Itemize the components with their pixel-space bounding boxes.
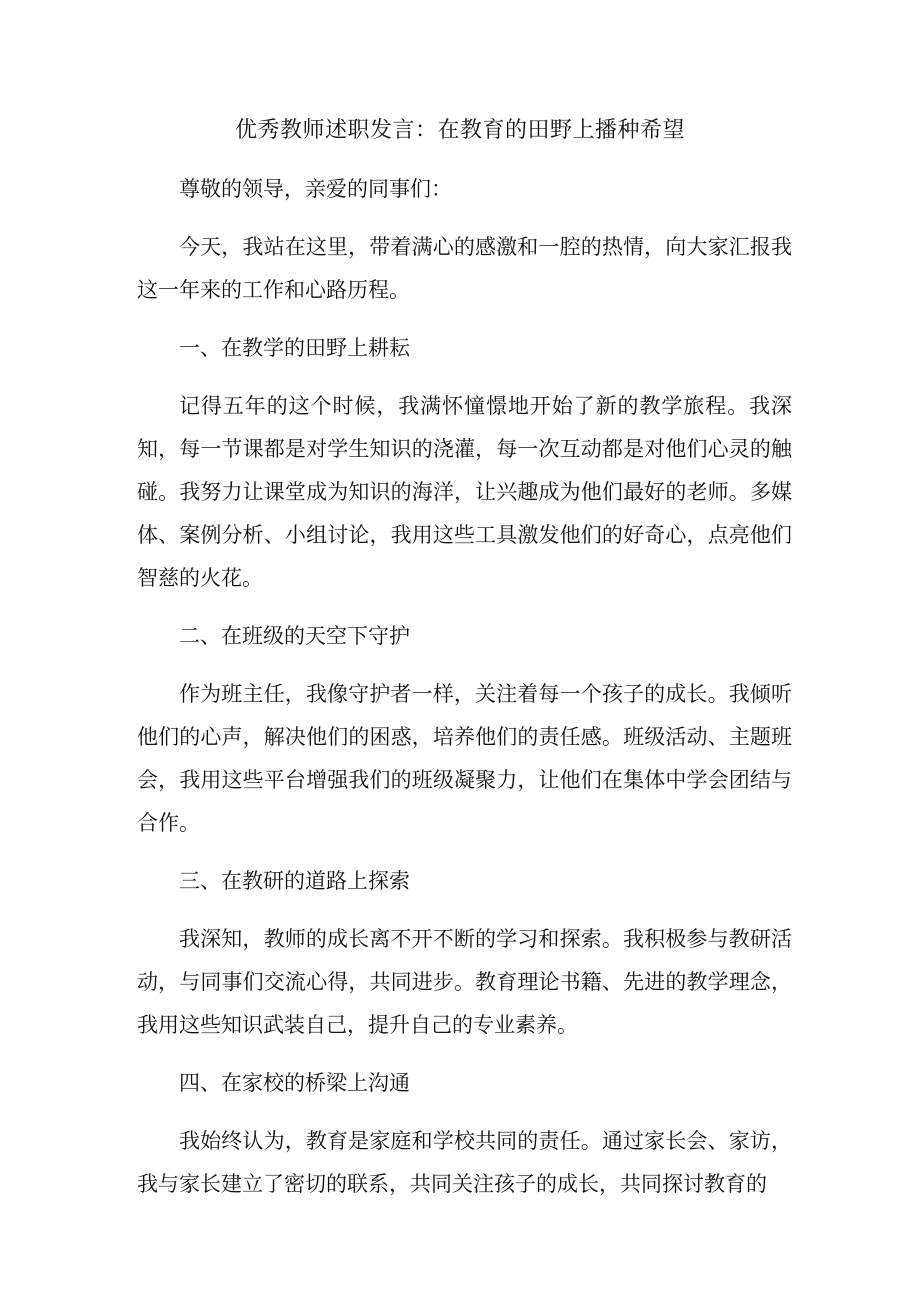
- section-heading-1: 一、在教学的田野上耕耘: [179, 336, 410, 360]
- intro-paragraph: 今天，我站在这里，带着满心的感激和一腔的热情，向大家汇报我这一年来的工作和心路历程。: [137, 235, 792, 302]
- document-body: [137, 168, 792, 1206]
- section-paragraph-1: 记得五年的这个时候，我满怀憧憬地开始了新的教学旅程。我深知，每一节课都是对学生知识的浇灌，每一次互动都是对他们心灵的触碰。我努力让课堂成为知识的海洋，让兴趣成为他们最好的老师。多媒体、案例分析、小组讨论，我用这些工具激发他们的好奇心，点亮他们智慈的火花。: [137, 394, 792, 590]
- salutation: 尊敬的领导，亲爱的同事们：: [179, 177, 452, 201]
- document-title: 优秀教师述职发言：在教育的田野上播种希望: [234, 118, 685, 143]
- section-paragraph-2: 作为班主任，我像守护者一样，关注着每一个孩子的成长。我倾听他们的心声，解决他们的困惑，培养他们的责任感。班级活动、主题班会，我用这些平台增强我们的班级凝聚力，让他们在集体中学会团结与合作。: [137, 682, 792, 835]
- section-heading-2: 二、在班级的天空下守护: [179, 624, 410, 648]
- section-paragraph-3: 我深知，教师的成长离不开不断的学习和探索。我积极参与教研活动，与同事们交流心得，共同进步。教育理论书籍、先进的教学理念，我用这些知识武装自己，提升自己的专业素养。: [137, 927, 792, 1037]
- section-paragraph-4: 我始终认为，教育是家庭和学校共同的责任。通过家长会、家访，我与家长建立了密切的联系，共同关注孩子的成长，共同探讨教育的: [137, 1129, 792, 1196]
- section-heading-3: 三、在教研的道路上探索: [179, 869, 410, 893]
- section-heading-4: 四、在家校的桥梁上沟通: [179, 1071, 410, 1095]
